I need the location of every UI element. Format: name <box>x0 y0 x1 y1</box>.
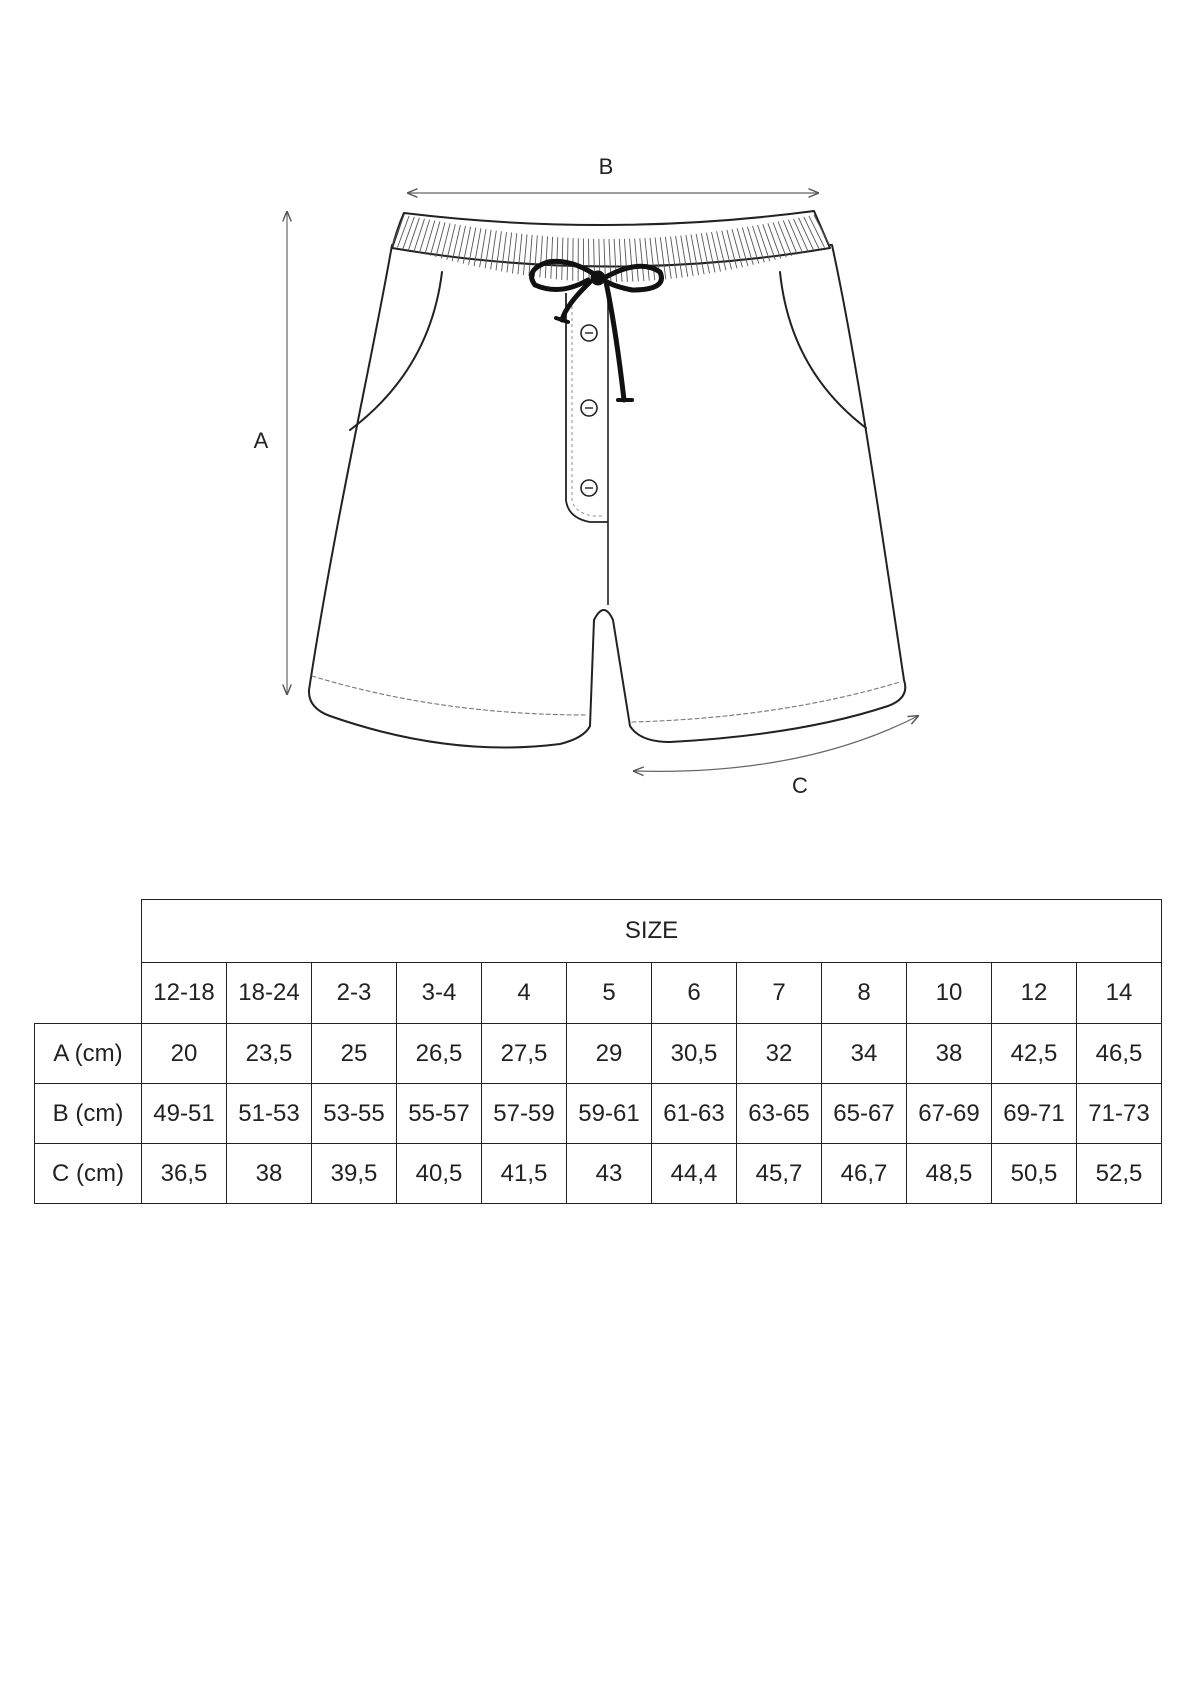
size-header-cell: 14 <box>1077 963 1162 1024</box>
measurement-value-cell: 20 <box>142 1024 227 1084</box>
size-header-cell: 6 <box>652 963 737 1024</box>
button-icon <box>581 480 597 496</box>
measurement-value-cell: 59-61 <box>567 1084 652 1144</box>
measurement-value-cell: 61-63 <box>652 1084 737 1144</box>
measurement-value-cell: 40,5 <box>397 1144 482 1204</box>
measurement-value-cell: 27,5 <box>482 1024 567 1084</box>
button-icon <box>581 400 597 416</box>
measurement-value-cell: 38 <box>227 1144 312 1204</box>
measurement-value-cell: 52,5 <box>1077 1144 1162 1204</box>
measurement-value-cell: 53-55 <box>312 1084 397 1144</box>
measurement-label: B (cm) <box>35 1084 142 1144</box>
measurement-value-cell: 48,5 <box>907 1144 992 1204</box>
measurement-value-cell: 44,4 <box>652 1144 737 1204</box>
size-header-row <box>35 963 1162 1024</box>
measurement-value-cell: 65-67 <box>822 1084 907 1144</box>
measurement-value-cell: 30,5 <box>652 1024 737 1084</box>
dimension-c-label: C <box>792 773 808 798</box>
measurement-value-cell: 34 <box>822 1024 907 1084</box>
measurement-value-cell: 57-59 <box>482 1084 567 1144</box>
measurement-row <box>35 1024 1162 1084</box>
measurement-value-cell: 63-65 <box>737 1084 822 1144</box>
size-header-cell: 3-4 <box>397 963 482 1024</box>
measurement-value-cell: 46,7 <box>822 1144 907 1204</box>
dimension-b <box>408 154 818 193</box>
measurement-value-cell: 49-51 <box>142 1084 227 1144</box>
measurement-row <box>35 1144 1162 1204</box>
size-header-cell: 12 <box>992 963 1077 1024</box>
measurement-label: A (cm) <box>35 1024 142 1084</box>
size-header-cell: 2-3 <box>312 963 397 1024</box>
measurement-value-cell: 36,5 <box>142 1144 227 1204</box>
measurement-value-cell: 39,5 <box>312 1144 397 1204</box>
size-header-cell: 12-18 <box>142 963 227 1024</box>
measurement-value-cell: 42,5 <box>992 1024 1077 1084</box>
measurement-row <box>35 1084 1162 1144</box>
shorts-technical-drawing <box>0 0 1200 820</box>
measurement-value-cell: 43 <box>567 1144 652 1204</box>
measurement-value-cell: 51-53 <box>227 1084 312 1144</box>
table-corner <box>35 963 142 1024</box>
size-header-cell: 5 <box>567 963 652 1024</box>
table-corner <box>35 900 142 963</box>
measurement-value-cell: 55-57 <box>397 1084 482 1144</box>
size-header-cell: 10 <box>907 963 992 1024</box>
measurement-value-cell: 46,5 <box>1077 1024 1162 1084</box>
size-header-cell: 7 <box>737 963 822 1024</box>
measurement-value-cell: 25 <box>312 1024 397 1084</box>
measurement-value-cell: 29 <box>567 1024 652 1084</box>
size-header-cell: 4 <box>482 963 567 1024</box>
measurement-value-cell: 38 <box>907 1024 992 1084</box>
table-title-row <box>35 900 1162 963</box>
size-header-cell: 8 <box>822 963 907 1024</box>
dimension-a-label: A <box>253 428 269 453</box>
measurement-value-cell: 32 <box>737 1024 822 1084</box>
size-chart-table <box>34 899 1162 1204</box>
measurement-value-cell: 69-71 <box>992 1084 1077 1144</box>
table-title: SIZE <box>142 900 1162 963</box>
measurement-value-cell: 71-73 <box>1077 1084 1162 1144</box>
measurement-label: C (cm) <box>35 1144 142 1204</box>
dimension-b-label: B <box>598 154 614 179</box>
measurement-value-cell: 23,5 <box>227 1024 312 1084</box>
measurement-value-cell: 26,5 <box>397 1024 482 1084</box>
measurement-value-cell: 41,5 <box>482 1144 567 1204</box>
size-header-cell: 18-24 <box>227 963 312 1024</box>
measurement-value-cell: 67-69 <box>907 1084 992 1144</box>
dimension-a <box>254 212 287 694</box>
measurement-value-cell: 45,7 <box>737 1144 822 1204</box>
button-icon <box>581 325 597 341</box>
shorts-outline <box>309 245 905 748</box>
measurement-value-cell: 50,5 <box>992 1144 1077 1204</box>
